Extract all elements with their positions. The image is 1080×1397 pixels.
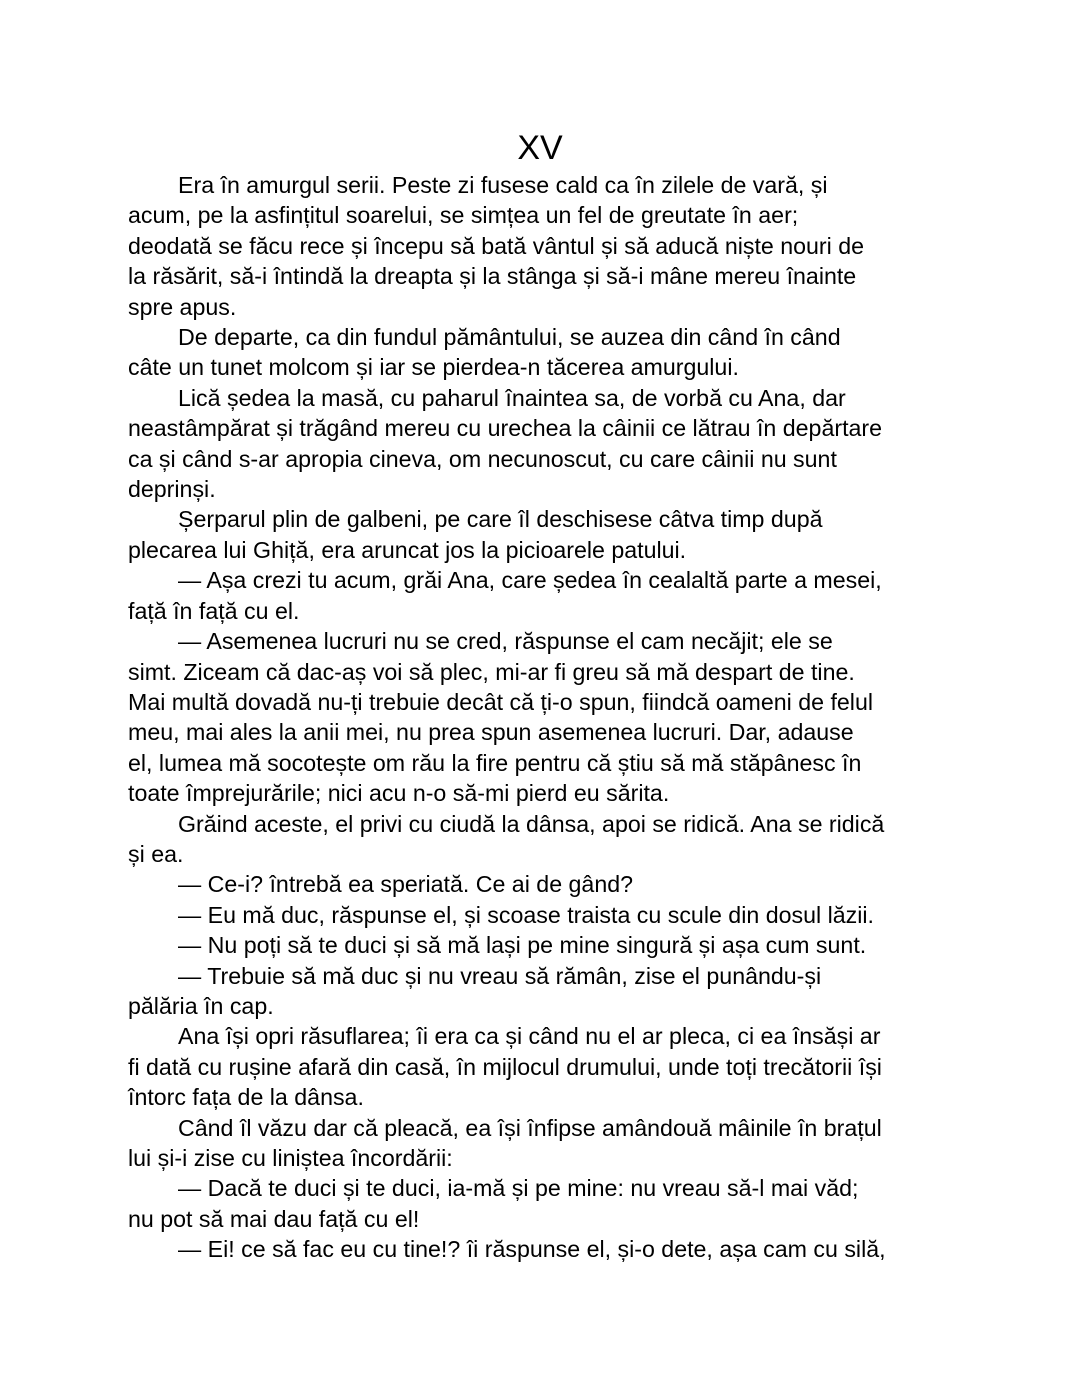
text-line: simt. Ziceam că dac-aș voi să plec, mi-ar fi greu să mă despart de tine. <box>128 658 855 685</box>
text-line: spre apus. <box>128 293 237 320</box>
text-line: — Nu poți să te duci și să mă lași pe mine singură și așa cum sunt. <box>178 932 867 959</box>
text-line: lui și-i zise cu liniștea încordării: <box>128 1145 453 1171</box>
paragraph <box>128 504 958 565</box>
text-line: acum, pe la asfințitul soarelui, se simțea un fel de greutate în aer; <box>128 202 799 229</box>
text-line: el, lumea mă socotește om rău la fire pentru că știu să mă stăpânesc în <box>128 749 862 776</box>
paragraph <box>128 170 958 322</box>
text-line: Când îl văzu dar că pleacă, ea își înfipse amândouă mâinile în brațul <box>178 1114 882 1141</box>
text-line: deprinși. <box>128 476 216 503</box>
chapter-title: XV <box>517 129 563 167</box>
text-line: — Așa crezi tu acum, grăi Ana, care ședea în cealaltă parte a mesei, <box>178 567 882 594</box>
paragraph <box>128 900 958 930</box>
text-line: față în față cu el. <box>128 597 300 624</box>
paragraph <box>128 869 958 899</box>
paragraph <box>128 1173 958 1234</box>
text-line: toate împrejurările; nici acu n-o să-mi pierd eu sărita. <box>128 780 670 807</box>
text-line: fi dată cu rușine afară din casă, în mijlocul drumului, unde toți trecătorii își <box>128 1053 882 1080</box>
text-line: — Trebuie să mă duc și nu vreau să rămân, zise el punându-și <box>178 962 822 989</box>
text-line: Lică ședea la masă, cu paharul înaintea sa, de vorbă cu Ana, dar <box>178 384 846 411</box>
text-line: neastâmpărat și trăgând mereu cu urechea la câinii ce lătrau în depărtare <box>128 415 883 442</box>
text-line: meu, mai ales la anii mei, nu prea spun asemenea lucruri. Dar, adause <box>128 719 854 746</box>
paragraph <box>128 930 958 960</box>
text-line: și ea. <box>128 840 184 867</box>
text-line: întorc fața de la dânsa. <box>128 1084 364 1111</box>
text-line: câte un tunet molcom și iar se pierdea-n tăcerea amurgului. <box>128 354 739 381</box>
paragraph <box>128 322 958 383</box>
text-line: De departe, ca din fundul pământului, se auzea din când în când <box>178 324 841 351</box>
paragraph <box>128 1021 958 1112</box>
text-line: Mai multă dovadă nu-ți trebuie decât că ți-o spun, fiindcă oameni de felul <box>128 688 874 715</box>
text-line: Grăind aceste, el privi cu ciudă la dânsa, apoi se ridică. Ana se ridică <box>178 810 885 837</box>
text-line: nu pot să mai dau față cu el! <box>128 1205 420 1232</box>
paragraph <box>128 809 958 870</box>
paragraph <box>128 961 958 1022</box>
paragraph <box>128 383 958 505</box>
text-line: — Asemenea lucruri nu se cred, răspunse el cam necăjit; ele se <box>178 628 833 655</box>
paragraph <box>128 1113 958 1174</box>
text-line: — Ei! ce să fac eu cu tine!? îi răspunse el, și-o dete, așa cam cu silă, <box>178 1236 886 1263</box>
paragraph <box>128 626 958 808</box>
text-line: la răsărit, să-i întindă la dreapta și la stânga și să-i mâne mereu înainte <box>128 263 857 290</box>
text-line: ca și când s-ar apropia cineva, om necunoscut, cu care câinii nu sunt <box>128 445 837 472</box>
text-line: — Eu mă duc, răspunse el, și scoase traista cu scule din dosul lăzii. <box>178 901 874 928</box>
text-line: deodată se făcu rece și începu să bată vântul și să aducă niște nouri de <box>128 232 865 259</box>
paragraph <box>128 1234 958 1264</box>
text-line: pălăria în cap. <box>128 992 274 1019</box>
text-line: — Dacă te duci și te duci, ia-mă și pe mine: nu vreau să-l mai văd; <box>178 1175 859 1202</box>
text-line: Ana își opri răsuflarea; îi era ca și când nu el ar pleca, ci ea însăși ar <box>178 1023 881 1050</box>
paragraph <box>128 565 958 626</box>
text-line: Șerparul plin de galbeni, pe care îl deschisese câtva timp după <box>178 506 823 533</box>
text-line: Era în amurgul serii. Peste zi fusese cald ca în zilele de vară, și <box>178 172 828 198</box>
chapter-body <box>128 170 958 1265</box>
text-line: — Ce-i? întrebă ea speriată. Ce ai de gând? <box>178 871 634 898</box>
text-line: plecarea lui Ghiță, era aruncat jos la picioarele patului. <box>128 536 687 563</box>
